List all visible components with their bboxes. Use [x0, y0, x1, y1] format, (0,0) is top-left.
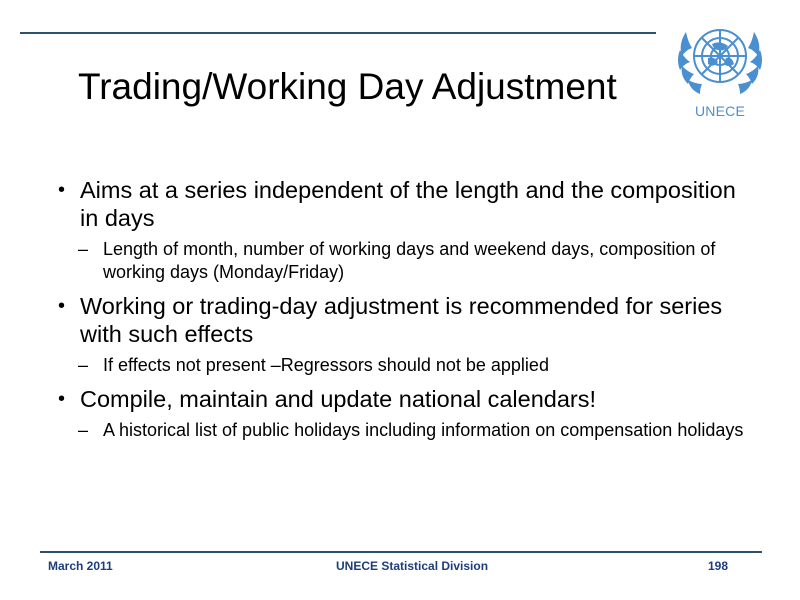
un-emblem-icon	[672, 14, 768, 102]
sub-bullet-item	[58, 419, 758, 442]
sub-bullet-text: Length of month, number of working days and weekend days, composition of working days (Monday/Friday)	[103, 239, 716, 282]
top-divider	[20, 32, 656, 34]
sub-bullet-text: A historical list of public holidays including information on compensation holidays	[103, 420, 744, 440]
bullet-text: Compile, maintain and update national calendars!	[80, 386, 597, 412]
dash-icon: –	[78, 355, 89, 375]
unece-logo	[672, 14, 768, 124]
footer-date: March 2011	[48, 559, 113, 573]
bullet-item	[58, 292, 758, 348]
bullet-dot-icon: •	[58, 179, 66, 201]
bullet-text: Working or trading-day adjustment is recommended for series with such effects	[80, 293, 723, 347]
bullet-dot-icon: •	[58, 388, 66, 410]
dash-icon: –	[78, 239, 89, 259]
bullet-item	[58, 385, 758, 413]
bottom-divider	[40, 551, 762, 553]
footer-organization: UNECE Statistical Division	[336, 559, 489, 573]
bullet-list	[58, 176, 758, 450]
bullet-text: Aims at a series independent of the length and the composition in days	[80, 177, 736, 231]
logo-text: UNECE	[694, 103, 745, 119]
footer-page-number: 198	[708, 559, 729, 573]
sub-bullet-text: If effects not present –Regressors should not be applied	[103, 355, 549, 375]
slide-title: Trading/Working Day Adjustment	[78, 66, 617, 107]
sub-bullet-item	[58, 238, 758, 284]
bullet-item	[58, 176, 758, 232]
bullet-dot-icon: •	[58, 295, 66, 317]
dash-icon: –	[78, 420, 89, 440]
sub-bullet-item	[58, 354, 758, 377]
